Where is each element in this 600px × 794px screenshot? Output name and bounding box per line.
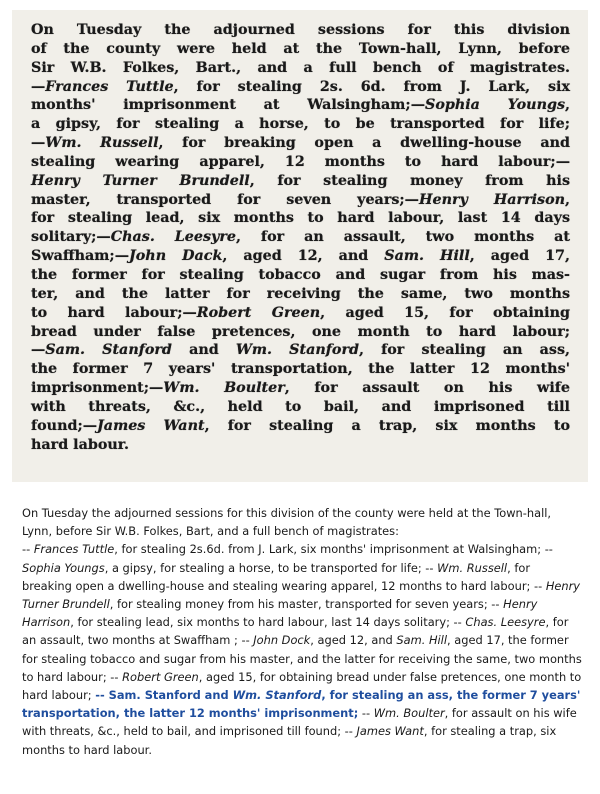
clipping-line: with threats, &c., held to bail, and imprisoned till (31, 398, 570, 415)
clipping-line: months' imprisonment at Walsingham;—Sophia Youngs, (31, 97, 570, 114)
clipping-line: of the county were held at the Town-hall, Lynn, before (31, 40, 570, 57)
defendant-name: Henry Harrison (22, 597, 538, 630)
clipping-line: master, transported for seven years;—Henry Harrison, (31, 191, 570, 208)
clipping-line: —Sam. Stanford and Wm. Stanford, for stealing an ass, (31, 342, 570, 359)
clipping-line: Sir W.B. Folkes, Bart., and a full bench of magistrates. (31, 59, 570, 76)
defendant-name: Frances Tuttle (45, 78, 174, 95)
newspaper-clipping (12, 10, 588, 482)
clipping-line: bread under false pretences, one month to hard labour; (31, 323, 570, 340)
highlighted-defendant-name: Wm. Stanford (232, 688, 322, 703)
clipping-line: for stealing lead, six months to hard labour, last 14 days (31, 210, 570, 227)
clipping-line: stealing wearing apparel, 12 months to hard labour;— (31, 153, 570, 170)
defendant-name: Wm. Russell (45, 135, 159, 152)
defendant-name: Sam. Hill (384, 248, 470, 265)
defendant-name: Wm. Boulter (373, 706, 445, 721)
clipping-line: On Tuesday the adjourned sessions for this division (31, 22, 570, 38)
defendant-name: Sophia Youngs (425, 97, 566, 114)
defendant-name: Wm. Boulter (163, 380, 285, 397)
defendant-name: Sam. Stanford (45, 342, 172, 359)
defendant-name: James Want (97, 417, 205, 434)
defendant-name: Sophia Youngs (22, 560, 105, 575)
defendant-name: Sam. Hill (396, 633, 448, 648)
clipping-line: to hard labour;—Robert Green, aged 15, for obtaining (31, 304, 570, 321)
highlighted-text: -- Sam. Stanford and (95, 688, 233, 703)
clipping-line: the former 7 years' transportation, the latter 12 months' (31, 361, 570, 378)
defendant-name: Chas. Leesyre (465, 615, 546, 630)
transcript-intro: On Tuesday the adjourned sessions for this division of the county were held at the Town-hall, Lynn, before Sir W.B. Folkes, Bart, and a full bench of magistrates: (22, 506, 552, 539)
clipping-line: imprisonment;—Wm. Boulter, for assault on his wife (31, 380, 570, 397)
defendant-name: John Dack (129, 248, 223, 265)
clipping-line: the former for stealing tobacco and sugar from his mas- (31, 266, 570, 283)
clipping-line: Henry Turner Brundell, for stealing money from his (31, 172, 571, 189)
defendant-name: Wm. Russell (437, 560, 508, 575)
defendant-name: James Want (356, 724, 424, 739)
clipping-line: ter, and the latter for receiving the same, two months (31, 285, 570, 302)
clipping-line: found;—James Want, for stealing a trap, six months to (31, 417, 570, 434)
defendant-name: Henry Harrison (418, 191, 566, 208)
clipping-text (31, 21, 570, 454)
defendant-name: Wm. Stanford (235, 342, 359, 359)
defendant-name: Chas. Leesyre (110, 229, 236, 246)
transcript-body: -- Frances Tuttle, for stealing 2s.6d. from J. Lark, six months' imprisonment at Walsingham; -- Sophia Youngs, a gipsy, for stealing a horse, to be transported for life; -- Wm. Russell, for breaking open a dwelling-house and stealing wearing apparel, 12 months to hard labour; -- Henry Turner Brundell, for stealing money from his master, transported for seven years; -- Henry Harrison, for stealing lead, six months to hard labour, last 14 days solitary; -- Chas. Leesyre, for an assault, two months at Swaffham ; -- John Dock, aged 12, and Sam. Hill, aged 17, the former for stealing tobacco and sugar from his master, and the latter for receiving the same, two months to hard labour; -- Robert Green, aged 15, for obtaining bread under false pretences, one month to hard labour; -- Sam. Stanford and Wm. Stanford, for stealing an ass, the former 7 years' transportation, the latter 12 months' imprisonment; -- Wm. Boulter, for assault on his wife with threats, &c., held to bail, and imprisoned till found; -- James Want, for stealing a trap, six months to hard labour. (22, 542, 582, 757)
clipping-line: a gipsy, for stealing a horse, to be transported for life; (31, 116, 570, 133)
defendant-name: Henry Turner Brundell (31, 172, 250, 189)
clipping-line: —Wm. Russell, for breaking open a dwelling-house and (31, 135, 570, 152)
defendant-name: Robert Green (122, 669, 199, 684)
transcription (22, 504, 582, 759)
defendant-name: Frances Tuttle (33, 542, 115, 557)
clipping-line: hard labour. (31, 436, 129, 453)
defendant-name: Robert Green (196, 304, 321, 321)
highlighted-text: , for stealing an ass, the former 7 years' transportation, the latter 12 months' imprisonment; (22, 688, 581, 721)
clipping-line: Swaffham;—John Dack, aged 12, and Sam. Hill, aged 17, (31, 248, 570, 265)
defendant-name: John Dock (253, 633, 311, 648)
clipping-line: solitary;—Chas. Leesyre, for an assault, two months at (31, 229, 570, 246)
clipping-line: —Frances Tuttle, for stealing 2s. 6d. from J. Lark, six (31, 78, 570, 95)
defendant-name: Henry Turner Brundell (22, 578, 581, 612)
